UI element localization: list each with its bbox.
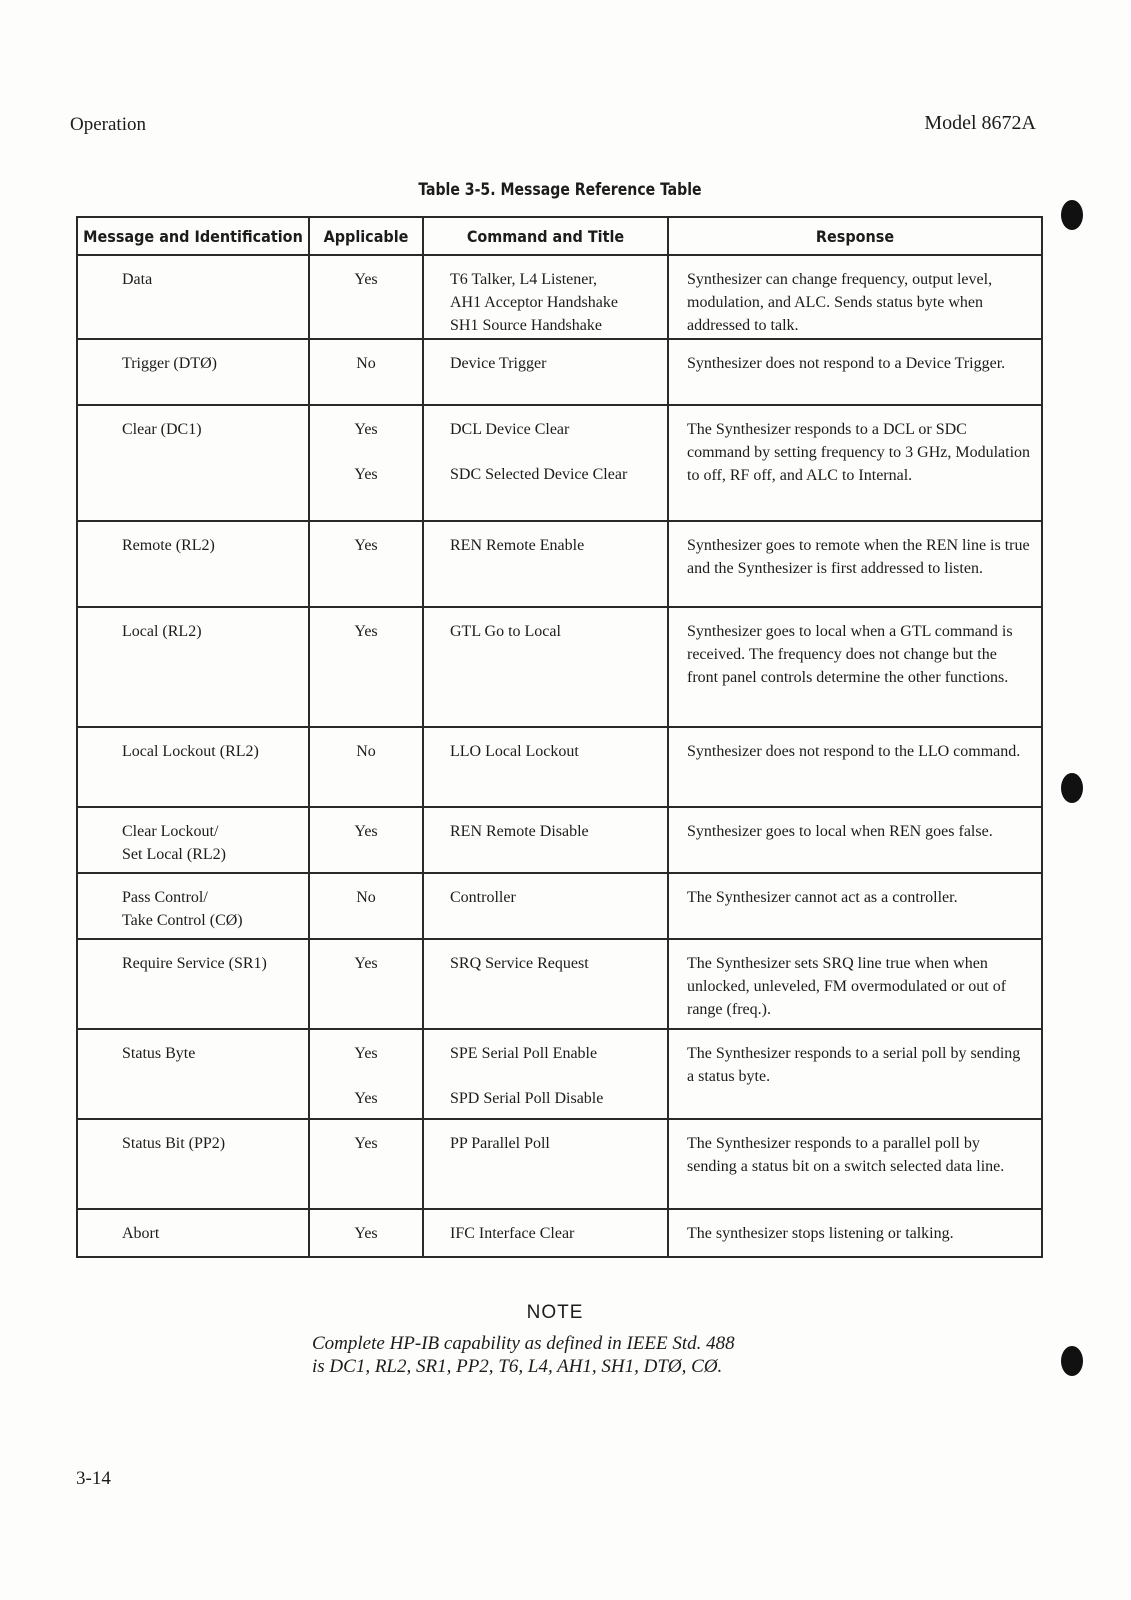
- applicable-cell: [309, 255, 423, 339]
- message-cell: [77, 521, 309, 607]
- cell-line: No: [356, 743, 376, 760]
- message-cell: [77, 1119, 309, 1209]
- binder-hole-icon: [1061, 200, 1083, 230]
- cell-line: Take Control (CØ): [122, 912, 243, 929]
- message-cell: [77, 405, 309, 521]
- cell-line: Yes: [354, 537, 378, 554]
- cell-line: Yes: [354, 1045, 378, 1062]
- cell-line: Clear (DC1): [122, 421, 202, 438]
- table-row: [77, 873, 1042, 939]
- table-row: [77, 1029, 1042, 1119]
- command-cell: [423, 521, 668, 607]
- table-row: [77, 405, 1042, 521]
- response-cell: Synthesizer can change frequency, output level, modulation, and ALC. Sends status byte when addressed to talk.: [668, 255, 1042, 339]
- cell-line: No: [356, 889, 376, 906]
- cell-line: Set Local (RL2): [122, 846, 226, 863]
- applicable-cell: [309, 1119, 423, 1209]
- cell-line: Data: [122, 271, 153, 288]
- response-cell: Synthesizer does not respond to the LLO command.: [668, 727, 1042, 807]
- message-cell: [77, 255, 309, 339]
- applicable-cell: [309, 727, 423, 807]
- cell-line: REN Remote Disable: [450, 823, 589, 840]
- cell-line: Yes: [354, 623, 378, 640]
- cell-line: Yes: [354, 1090, 378, 1107]
- response-cell: The Synthesizer sets SRQ line true when when unlocked, unleveled, FM overmodulated or out of range (freq.).: [668, 939, 1042, 1029]
- message-cell: [77, 939, 309, 1029]
- binder-hole-icon: [1061, 773, 1083, 803]
- table-row: [77, 1209, 1042, 1257]
- response-cell: The Synthesizer responds to a parallel poll by sending a status bit on a switch selected data line.: [668, 1119, 1042, 1209]
- cell-line: DCL Device Clear: [450, 421, 570, 438]
- table-header-row: [77, 217, 1042, 255]
- response-cell: The Synthesizer responds to a serial poll by sending a status byte.: [668, 1029, 1042, 1119]
- cell-line: Status Byte: [122, 1045, 196, 1062]
- cell-line: Require Service (SR1): [122, 955, 267, 972]
- applicable-cell: [309, 607, 423, 727]
- cell-line: SH1 Source Handshake: [450, 317, 602, 334]
- note-body: [312, 1332, 735, 1378]
- table-row: [77, 339, 1042, 405]
- applicable-cell: [309, 521, 423, 607]
- cell-line: Yes: [354, 955, 378, 972]
- command-cell: [423, 405, 668, 521]
- applicable-cell: [309, 339, 423, 405]
- page-number: 3-14: [76, 1468, 111, 1489]
- table-row: [77, 1119, 1042, 1209]
- model-header: Model 8672A: [924, 112, 1036, 134]
- cell-line: Yes: [354, 466, 378, 483]
- cell-line: Status Bit (PP2): [122, 1135, 226, 1152]
- message-cell: [77, 339, 309, 405]
- message-cell: [77, 1209, 309, 1257]
- command-cell: [423, 1119, 668, 1209]
- column-header-message: Message and Identification: [77, 217, 309, 255]
- message-cell: [77, 873, 309, 939]
- table-row: [77, 727, 1042, 807]
- response-cell: The Synthesizer cannot act as a controller.: [668, 873, 1042, 939]
- cell-line: Remote (RL2): [122, 537, 215, 554]
- note-line-2: is DC1, RL2, SR1, PP2, T6, L4, AH1, SH1, DTØ, CØ.: [312, 1356, 723, 1377]
- table-row: [77, 607, 1042, 727]
- cell-line: Yes: [354, 271, 378, 288]
- cell-line: LLO Local Lockout: [450, 743, 579, 760]
- cell-line: AH1 Acceptor Handshake: [450, 294, 618, 311]
- cell-line: Clear Lockout/: [122, 823, 219, 840]
- binder-hole-icon: [1061, 1346, 1083, 1376]
- command-cell: [423, 939, 668, 1029]
- cell-line: IFC Interface Clear: [450, 1225, 575, 1242]
- table-row: [77, 807, 1042, 873]
- cell-line: Yes: [354, 823, 378, 840]
- command-cell: [423, 1209, 668, 1257]
- response-cell: The Synthesizer responds to a DCL or SDC command by setting frequency to 3 GHz, Modulation to off, RF off, and ALC to Internal.: [668, 405, 1042, 521]
- command-cell: [423, 807, 668, 873]
- applicable-cell: [309, 405, 423, 521]
- message-cell: [77, 607, 309, 727]
- cell-line: Local Lockout (RL2): [122, 743, 259, 760]
- column-header-response: Response: [668, 217, 1042, 255]
- message-cell: [77, 1029, 309, 1119]
- response-cell: Synthesizer goes to remote when the REN line is true and the Synthesizer is first addressed to listen.: [668, 521, 1042, 607]
- cell-line: Abort: [122, 1225, 160, 1242]
- cell-line: No: [356, 355, 376, 372]
- applicable-cell: [309, 807, 423, 873]
- cell-line: Yes: [354, 421, 378, 438]
- applicable-cell: [309, 1029, 423, 1119]
- column-header-applicable: Applicable: [309, 217, 423, 255]
- table-row: [77, 255, 1042, 339]
- command-cell: [423, 339, 668, 405]
- cell-line: Controller: [450, 889, 516, 906]
- response-cell: Synthesizer goes to local when REN goes false.: [668, 807, 1042, 873]
- response-cell: Synthesizer goes to local when a GTL command is received. The frequency does not change but the front panel controls determine the other functions.: [668, 607, 1042, 727]
- cell-line: Yes: [354, 1225, 378, 1242]
- applicable-cell: [309, 873, 423, 939]
- table-title: Table 3-5. Message Reference Table: [418, 180, 702, 200]
- cell-line: Device Trigger: [450, 355, 547, 372]
- cell-line: SDC Selected Device Clear: [450, 466, 628, 483]
- message-reference-table: [76, 216, 1043, 1258]
- note-line-1: Complete HP-IB capability as defined in IEEE Std. 488: [312, 1333, 735, 1354]
- section-header: Operation: [70, 114, 146, 135]
- note-title: NOTE: [526, 1302, 584, 1323]
- table-row: [77, 939, 1042, 1029]
- cell-line: T6 Talker, L4 Listener,: [450, 271, 598, 288]
- applicable-cell: [309, 1209, 423, 1257]
- cell-line: SRQ Service Request: [450, 955, 589, 972]
- cell-line: Local (RL2): [122, 623, 202, 640]
- command-cell: [423, 727, 668, 807]
- cell-line: SPE Serial Poll Enable: [450, 1045, 598, 1062]
- command-cell: [423, 607, 668, 727]
- message-cell: [77, 727, 309, 807]
- cell-line: Yes: [354, 1135, 378, 1152]
- column-header-command: Command and Title: [423, 217, 668, 255]
- command-cell: [423, 873, 668, 939]
- cell-line: Trigger (DTØ): [122, 355, 217, 372]
- cell-line: REN Remote Enable: [450, 537, 585, 554]
- response-cell: The synthesizer stops listening or talking.: [668, 1209, 1042, 1257]
- cell-line: PP Parallel Poll: [450, 1135, 550, 1152]
- table-body: [77, 255, 1042, 1257]
- command-cell: [423, 255, 668, 339]
- response-cell: Synthesizer does not respond to a Device Trigger.: [668, 339, 1042, 405]
- command-cell: [423, 1029, 668, 1119]
- cell-line: SPD Serial Poll Disable: [450, 1090, 604, 1107]
- applicable-cell: [309, 939, 423, 1029]
- cell-line: GTL Go to Local: [450, 623, 561, 640]
- cell-line: Pass Control/: [122, 889, 208, 906]
- message-cell: [77, 807, 309, 873]
- table-row: [77, 521, 1042, 607]
